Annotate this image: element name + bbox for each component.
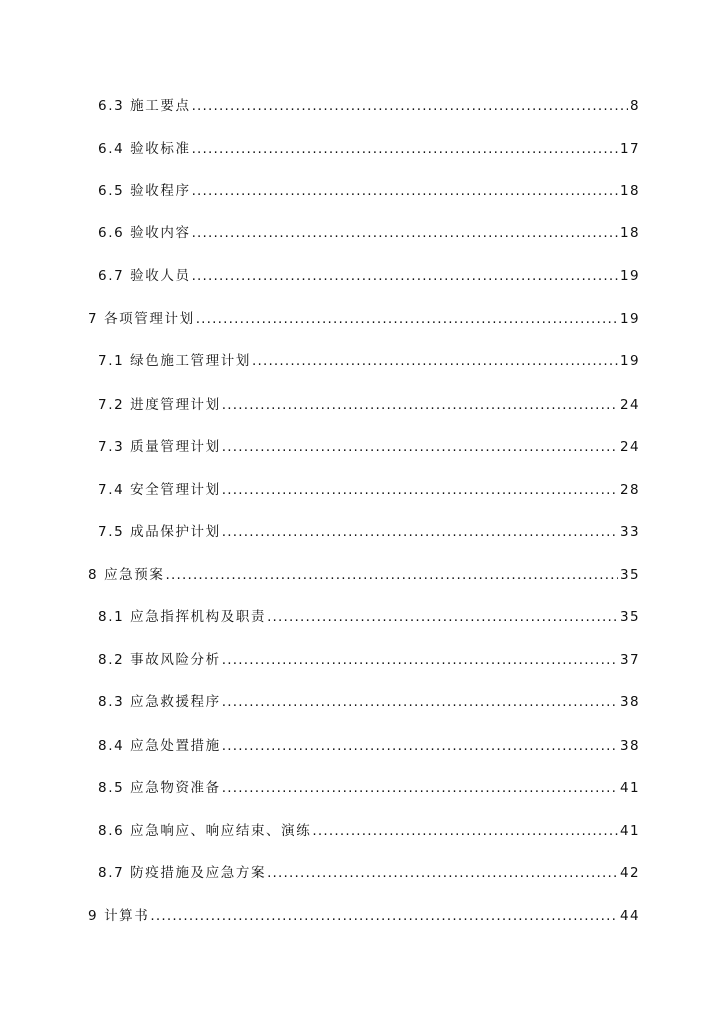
toc-dot-leader	[312, 823, 618, 839]
toc-page-number: 38	[620, 738, 640, 754]
toc-page-number: 19	[620, 311, 640, 327]
toc-entry-7-1[interactable]	[98, 349, 640, 371]
toc-dot-leader	[267, 865, 618, 881]
toc-page-number: 35	[620, 609, 640, 625]
toc-dot-leader	[222, 738, 618, 754]
toc-dot-leader	[252, 353, 618, 369]
toc-dot-leader	[222, 652, 618, 668]
toc-dot-leader	[222, 524, 618, 540]
toc-entry-title: 9 计算书	[88, 908, 150, 924]
toc-page-number: 17	[620, 141, 640, 157]
toc-entry-7-5[interactable]	[98, 520, 640, 542]
toc-entry-8-3[interactable]	[98, 690, 640, 712]
toc-entry-8-7[interactable]	[98, 861, 640, 883]
toc-dot-leader	[222, 482, 618, 498]
toc-entry-title: 7 各项管理计划	[88, 311, 195, 327]
toc-entry-9[interactable]	[88, 904, 640, 926]
toc-entry-title: 8.5 应急物资准备	[98, 780, 221, 796]
toc-page-number: 24	[620, 439, 640, 455]
toc-page-number: 18	[620, 225, 640, 241]
toc-entry-title: 6.5 验收程序	[98, 183, 191, 199]
toc-dot-leader	[196, 311, 618, 327]
toc-entry-6-4[interactable]	[98, 137, 640, 159]
toc-page-number: 38	[620, 694, 640, 710]
toc-dot-leader	[192, 98, 628, 114]
toc-dot-leader	[222, 439, 618, 455]
toc-entry-title: 8.1 应急指挥机构及职责	[98, 609, 267, 625]
toc-entry-title: 6.3 施工要点	[98, 98, 191, 114]
toc-entry-title: 7.3 质量管理计划	[98, 439, 221, 455]
toc-entry-8-4[interactable]	[98, 734, 640, 756]
toc-entry-title: 8.6 应急响应、响应结束、演练	[98, 823, 312, 839]
toc-dot-leader	[192, 268, 618, 284]
toc-page-number: 42	[620, 865, 640, 881]
toc-entry-title: 8 应急预案	[88, 567, 165, 583]
toc-entry-8-5[interactable]	[98, 776, 640, 798]
toc-page-number: 41	[620, 780, 640, 796]
toc-entry-7-2[interactable]	[98, 393, 640, 415]
toc-entry-title: 7.1 绿色施工管理计划	[98, 353, 251, 369]
toc-entry-title: 8.3 应急救援程序	[98, 694, 221, 710]
toc-entry-6-6[interactable]	[98, 221, 640, 243]
toc-dot-leader	[165, 567, 618, 583]
toc-page-number: 24	[620, 397, 640, 413]
toc-entry-title: 6.7 验收人员	[98, 268, 191, 284]
toc-page-number: 28	[620, 482, 640, 498]
toc-page-number: 19	[620, 268, 640, 284]
toc-entry-title: 8.4 应急处置措施	[98, 738, 221, 754]
toc-page-number: 8	[630, 98, 640, 114]
toc-entry-title: 8.7 防疫措施及应急方案	[98, 865, 267, 881]
toc-entry-6-3[interactable]	[98, 94, 640, 116]
toc-dot-leader	[222, 780, 618, 796]
toc-entry-title: 6.4 验收标准	[98, 141, 191, 157]
toc-entry-6-7[interactable]	[98, 264, 640, 286]
toc-entry-7[interactable]	[88, 307, 640, 329]
toc-entry-title: 7.4 安全管理计划	[98, 482, 221, 498]
toc-dot-leader	[150, 908, 618, 924]
toc-dot-leader	[267, 609, 618, 625]
toc-entry-title: 8.2 事故风险分析	[98, 652, 221, 668]
toc-page-number: 19	[620, 353, 640, 369]
toc-dot-leader	[192, 183, 618, 199]
toc-entry-title: 7.2 进度管理计划	[98, 397, 221, 413]
toc-entry-8-1[interactable]	[98, 605, 640, 627]
toc-dot-leader	[222, 397, 618, 413]
toc-entry-7-3[interactable]	[98, 435, 640, 457]
toc-entry-8[interactable]	[88, 563, 640, 585]
toc-entry-6-5[interactable]	[98, 179, 640, 201]
toc-page-number: 44	[620, 908, 640, 924]
toc-entry-title: 6.6 验收内容	[98, 225, 191, 241]
toc-entry-8-2[interactable]	[98, 648, 640, 670]
toc-entry-8-6[interactable]	[98, 819, 640, 841]
toc-dot-leader	[222, 694, 618, 710]
toc-page-number: 33	[620, 524, 640, 540]
toc-dot-leader	[192, 225, 618, 241]
toc-page-number: 37	[620, 652, 640, 668]
toc-dot-leader	[192, 141, 618, 157]
toc-entry-title: 7.5 成品保护计划	[98, 524, 221, 540]
toc-page-number: 35	[620, 567, 640, 583]
toc-entry-7-4[interactable]	[98, 478, 640, 500]
toc-page-number: 18	[620, 183, 640, 199]
toc-page-number: 41	[620, 823, 640, 839]
